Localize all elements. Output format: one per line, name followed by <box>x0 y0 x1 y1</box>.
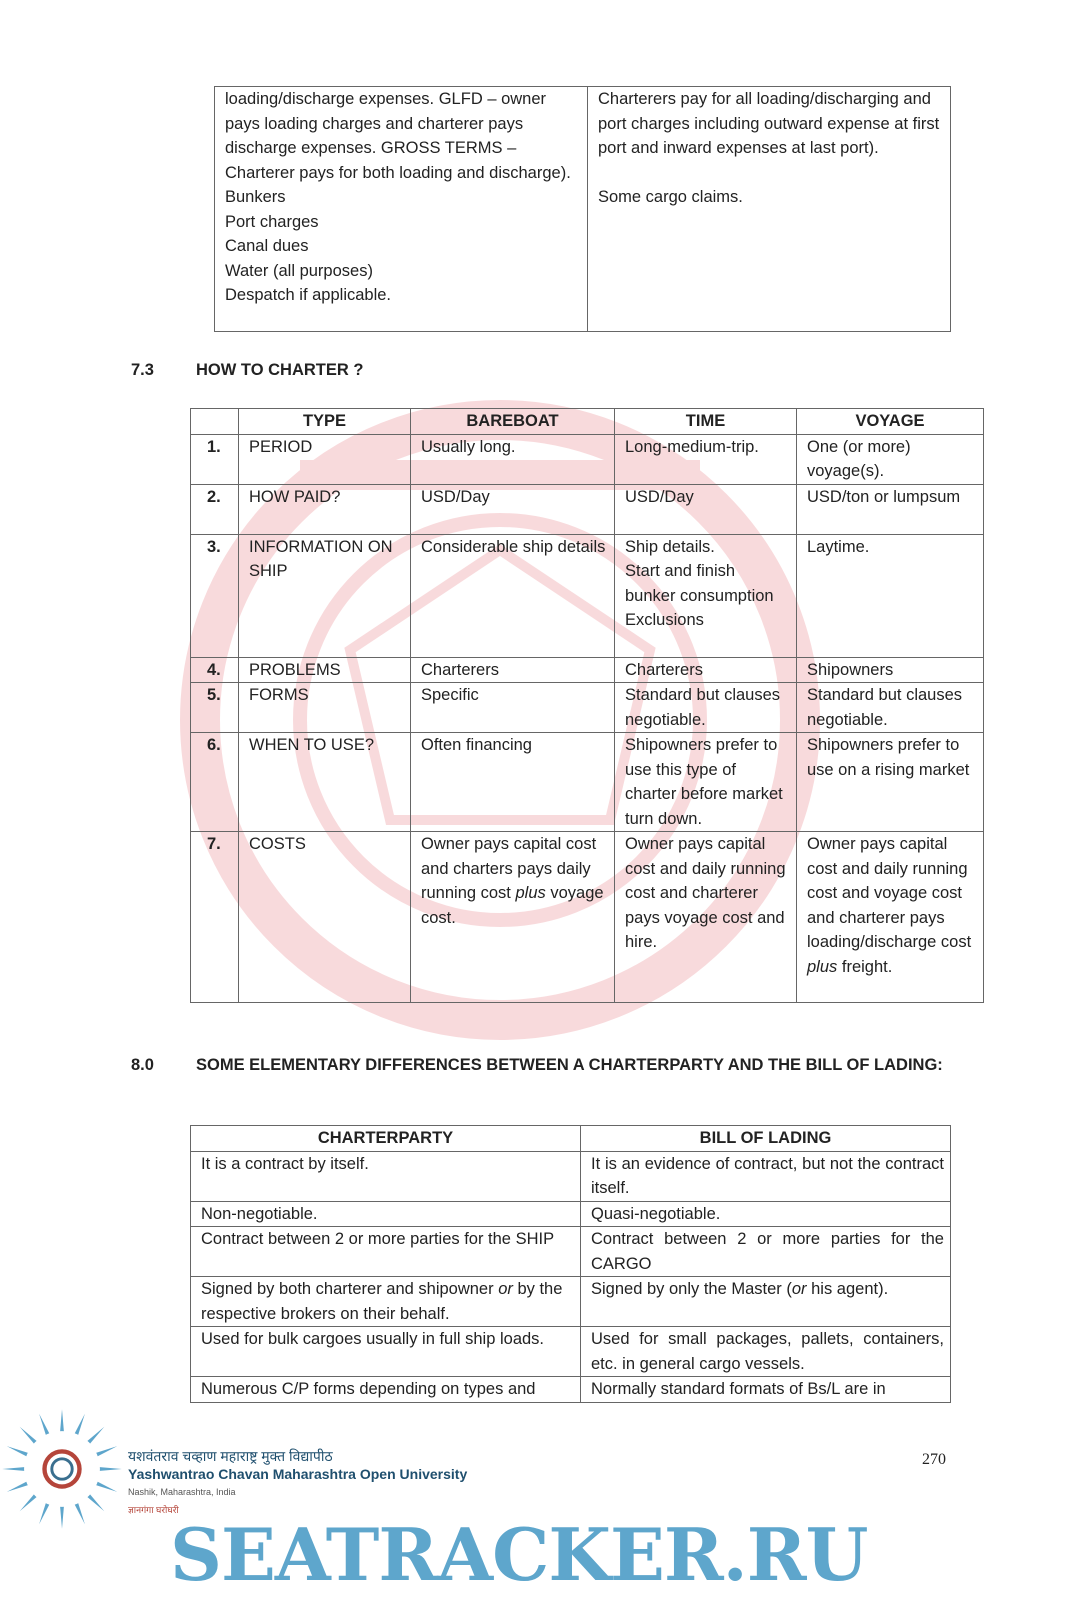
section-heading <box>131 359 1080 381</box>
bill-of-lading-cell: Used for small packages, pallets, containers, etc. in general cargo vessels. <box>581 1327 951 1377</box>
row-number: 3. <box>191 534 239 657</box>
charterparty-vs-bill-of-lading-table <box>190 1125 951 1403</box>
type-cell: FORMS <box>239 683 411 733</box>
text: Owner pays capital cost and daily running cost and voyage cost and charterer pays loading/discharge cost <box>807 835 972 951</box>
university-name-english: Yashwantrao Chavan Maharashtra Open University <box>128 1465 468 1482</box>
header-voyage: VOYAGE <box>797 409 984 435</box>
university-name-hindi: यशवंतराव चव्हाण महाराष्ट्र मुक्त विद्यापीठ <box>128 1447 333 1464</box>
bill-of-lading-cell <box>581 1277 951 1327</box>
bareboat-cell: Usually long. <box>411 434 615 484</box>
loading-costs-table <box>214 86 951 332</box>
section-title: SOME ELEMENTARY DIFFERENCES BETWEEN A CHARTERPARTY AND THE BILL OF LADING: <box>196 1056 943 1074</box>
header-type: TYPE <box>239 409 411 435</box>
time-cell: Ship details. Start and finish bunker consumption Exclusions <box>615 534 797 657</box>
row-number: 5. <box>191 683 239 733</box>
charter-types-table <box>190 408 984 1003</box>
header-bill-of-lading: BILL OF LADING <box>581 1126 951 1152</box>
table-row <box>191 1327 951 1377</box>
charterparty-cell: Non-negotiable. <box>191 1201 581 1227</box>
type-cell: INFORMATION ON SHIP <box>239 534 411 657</box>
text: Signed by both charterer and shipowner <box>201 1280 499 1298</box>
time-cell: Long-medium-trip. <box>615 434 797 484</box>
row-number: 6. <box>191 733 239 832</box>
voyage-cell: Standard but clauses negotiable. <box>797 683 984 733</box>
text: freight. <box>837 957 893 976</box>
type-cell: HOW PAID? <box>239 484 411 534</box>
bareboat-cell: Often financing <box>411 733 615 832</box>
italic-text: plus <box>807 957 838 976</box>
university-logo-text <box>128 1447 467 1519</box>
bareboat-cell: USD/Day <box>411 484 615 534</box>
bill-of-lading-cell: It is an evidence of contract, but not the contract itself. <box>581 1151 951 1201</box>
time-cell: Owner pays capital cost and daily running cost and charterer pays voyage cost and hire. <box>615 832 797 1003</box>
row-number: 7. <box>191 832 239 1003</box>
text: voyage cost. <box>421 884 604 927</box>
page-number: 270 <box>922 1450 946 1468</box>
italic-text: or <box>498 1280 513 1298</box>
row-number: 4. <box>191 657 239 683</box>
header-charterparty: CHARTERPARTY <box>191 1126 581 1152</box>
voyage-cell <box>797 832 984 1003</box>
voyage-cell: One (or more) voyage(s). <box>797 434 984 484</box>
table-row <box>191 683 984 733</box>
time-cell: Charterers <box>615 657 797 683</box>
section-heading <box>131 1054 1080 1076</box>
time-cell: Standard but clauses negotiable. <box>615 683 797 733</box>
text: Signed by only the Master ( <box>591 1280 792 1298</box>
university-location: Nashik, Maharashtra, India <box>128 1486 236 1497</box>
charterer-costs-cell: Charterers pay for all loading/discharging and port charges including outward expense at first port and inward expenses at last port). Some cargo claims. <box>588 87 951 332</box>
charterparty-cell: It is a contract by itself. <box>191 1151 581 1201</box>
table-row <box>191 733 984 832</box>
row-number: 2. <box>191 484 239 534</box>
charterparty-cell: Numerous C/P forms depending on types and <box>191 1377 581 1403</box>
section-number: 7.3 <box>131 361 154 379</box>
text: by the respective brokers on their behalf. <box>201 1280 563 1323</box>
owner-costs-cell: loading/discharge expenses. GLFD – owner pays loading charges and charterer pays discharge expenses. GROSS TERMS – Charterer pays for both loading and discharge). Bunkers Port charges Canal dues Water (all purposes) Despatch if applicable. <box>215 87 588 332</box>
header-bareboat: BAREBOAT <box>411 409 615 435</box>
type-cell: WHEN TO USE? <box>239 733 411 832</box>
bareboat-cell: Specific <box>411 683 615 733</box>
header-time: TIME <box>615 409 797 435</box>
table-row <box>191 1277 951 1327</box>
charterparty-cell <box>191 1277 581 1327</box>
text: his agent). <box>806 1280 889 1298</box>
table-row <box>191 484 984 534</box>
table-row <box>191 434 984 484</box>
table-row <box>191 1151 951 1201</box>
bill-of-lading-cell: Normally standard formats of Bs/L are in <box>581 1377 951 1403</box>
table-row <box>191 657 984 683</box>
table-row <box>191 534 984 657</box>
table-row <box>191 832 984 1003</box>
bareboat-cell: Charterers <box>411 657 615 683</box>
bill-of-lading-cell: Contract between 2 or more parties for the CARGO <box>581 1227 951 1277</box>
row-number: 1. <box>191 434 239 484</box>
table-row <box>191 1201 951 1227</box>
university-motto: ज्ञानगंगा घरोघरी <box>128 1504 179 1515</box>
voyage-cell: Shipowners prefer to use on a rising market <box>797 733 984 832</box>
type-cell: COSTS <box>239 832 411 1003</box>
italic-text: plus <box>515 884 546 902</box>
seatracker-watermark: SEATRACKER.RU <box>170 1511 868 1597</box>
voyage-cell: Laytime. <box>797 534 984 657</box>
section-title: HOW TO CHARTER ? <box>196 361 364 379</box>
bareboat-cell <box>411 832 615 1003</box>
text: Owner pays capital cost and charters pays daily running cost <box>421 835 597 902</box>
type-cell: PERIOD <box>239 434 411 484</box>
time-cell: Shipowners prefer to use this type of charter before market turn down. <box>615 733 797 832</box>
table-row <box>191 1227 951 1277</box>
header-number <box>191 409 239 435</box>
voyage-cell: Shipowners <box>797 657 984 683</box>
bill-of-lading-cell: Quasi-negotiable. <box>581 1201 951 1227</box>
time-cell: USD/Day <box>615 484 797 534</box>
table-row <box>191 1377 951 1403</box>
type-cell: PROBLEMS <box>239 657 411 683</box>
charterparty-cell: Used for bulk cargoes usually in full ship loads. <box>191 1327 581 1377</box>
starburst-logo-icon <box>0 1407 124 1531</box>
voyage-cell: USD/ton or lumpsum <box>797 484 984 534</box>
footer-watermark-area <box>0 1407 1080 1597</box>
bareboat-cell: Considerable ship details <box>411 534 615 657</box>
italic-text: or <box>791 1280 807 1298</box>
section-number: 8.0 <box>131 1056 154 1074</box>
charterparty-cell: Contract between 2 or more parties for the SHIP <box>191 1227 581 1277</box>
